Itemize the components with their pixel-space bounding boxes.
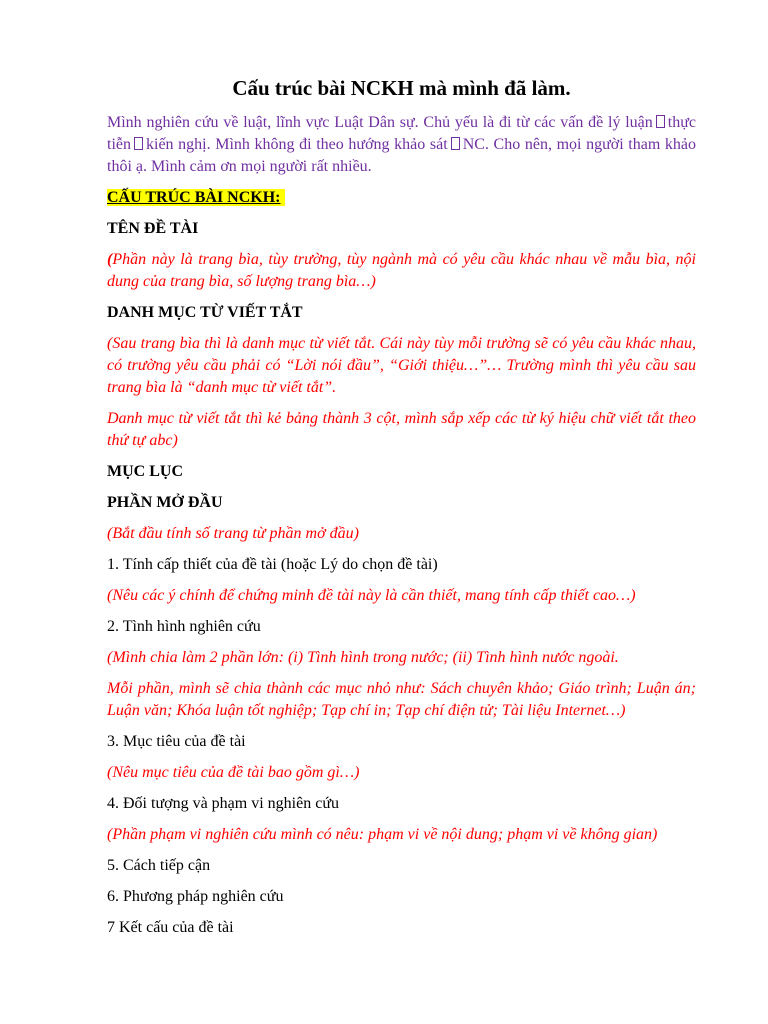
note-ten-de-tai — [107, 249, 696, 293]
intro-text-2: thực tiễn — [107, 114, 696, 153]
structure-heading-text: CẤU TRÚC BÀI NCKH: — [107, 189, 285, 206]
list-item-3: 3. Mục tiêu của đề tài — [107, 733, 246, 750]
list-item-7: 7 Kết cấu của đề tài — [107, 919, 234, 936]
missing-glyph-icon — [451, 137, 460, 150]
note-phan-mo-dau: (Bắt đầu tính số trang từ phần mở đầu) — [107, 525, 359, 542]
heading-danh-muc: DANH MỤC TỪ VIẾT TẮT — [107, 304, 303, 321]
note-open-paren: ( — [107, 251, 113, 268]
list-item-5: 5. Cách tiếp cận — [107, 857, 211, 874]
note-item-2-a: (Mình chia làm 2 phần lớn: (i) Tình hình trong nước; (ii) Tình hình nước ngoài. — [107, 649, 619, 666]
document-title: Cấu trúc bài NCKH mà mình đã làm. — [232, 76, 571, 100]
note-ten-de-tai-text: Phần này là trang bìa, tùy trường, tùy ngành mà có yêu cầu khác nhau về mẫu bìa, nội dung của trang bìa, số lượng trang bìa…) — [107, 251, 696, 290]
note-item-2-b: Mỗi phần, mình sẽ chia thành các mục nhỏ như: Sách chuyên khảo; Giáo trình; Luận án; Luận văn; Khóa luận tốt nghiệp; Tạp chí in; Tạp chí điện tử; Tài liệu Internet…) — [107, 680, 696, 719]
note-danh-muc-2: Danh mục từ viết tắt thì kẻ bảng thành 3 cột, mình sắp xếp các từ ký hiệu chữ viết tắt theo thứ tự abc) — [107, 410, 696, 449]
note-danh-muc-1: (Sau trang bìa thì là danh mục từ viết tắt. Cái này tùy mỗi trường sẽ có yêu cầu khác nhau, có trường yêu cầu phải có “Lời nói đầu”, “Giới thiệu…”… Trường mình thì yêu cầu sau trang bìa là “danh mục từ viết tắt”. — [107, 335, 696, 396]
list-item-4: 4. Đối tượng và phạm vi nghiên cứu — [107, 795, 339, 812]
note-item-3: (Nêu mục tiêu của đề tài bao gồm gì…) — [107, 764, 360, 781]
heading-phan-mo-dau: PHẦN MỞ ĐẦU — [107, 494, 223, 511]
heading-ten-de-tai: TÊN ĐỀ TÀI — [107, 220, 199, 237]
note-item-4: (Phần phạm vi nghiên cứu mình có nêu: phạm vi về nội dung; phạm vi về không gian) — [107, 826, 658, 843]
intro-text-3: kiến nghị. Mình không đi theo hướng khảo sát — [146, 136, 448, 153]
list-item-6: 6. Phương pháp nghiên cứu — [107, 888, 284, 905]
missing-glyph-icon — [656, 115, 665, 128]
intro-paragraph — [107, 112, 696, 178]
intro-text-1: Mình nghiên cứu về luật, lĩnh vực Luật Dân sự. Chủ yếu là đi từ các vấn đề lý luận — [107, 114, 653, 131]
missing-glyph-icon — [134, 137, 143, 150]
heading-muc-luc: MỤC LỤC — [107, 463, 183, 480]
structure-heading — [107, 187, 696, 209]
intro-text-4: NC. Cho nên, mọi người tham khảo thôi ạ. Mình cảm ơn mọi người rất nhiều. — [107, 136, 697, 175]
list-item-2: 2. Tình hình nghiên cứu — [107, 618, 261, 635]
list-item-1: 1. Tính cấp thiết của đề tài (hoặc Lý do chọn đề tài) — [107, 556, 438, 573]
note-item-1: (Nêu các ý chính để chứng minh đề tài này là cần thiết, mang tính cấp thiết cao…) — [107, 587, 636, 604]
